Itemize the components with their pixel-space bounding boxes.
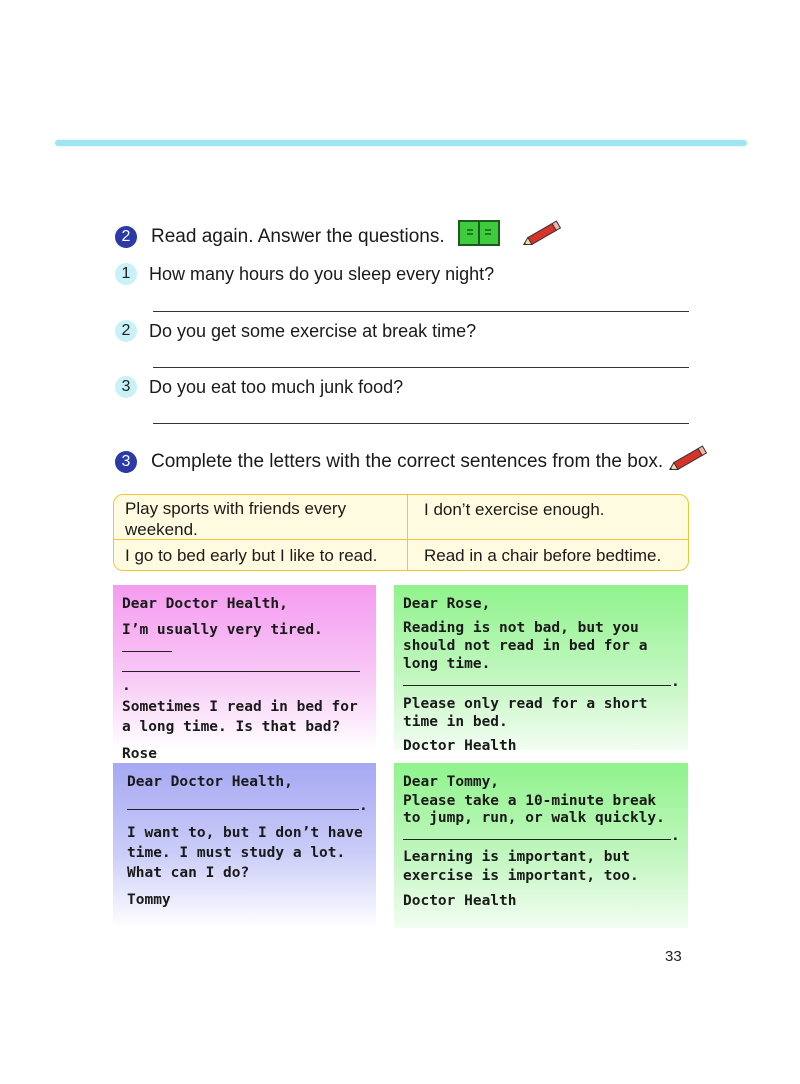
activity-2-instruction: Read again. Answer the questions.: [151, 226, 445, 247]
question-number: 1: [115, 263, 137, 285]
letter-rose: Dear Doctor Health, I’m usually very tired. . Sometimes I read in bed for a long time. Is that bad? Rose: [113, 585, 376, 750]
pencil-icon: [520, 219, 564, 249]
activity-2-header: [115, 226, 445, 248]
letter-text: Sometimes I read in bed for a long time. Is that bad?: [122, 699, 358, 735]
top-decorative-rule: [55, 140, 747, 146]
question-text: Do you get some exercise at break time?: [149, 320, 477, 341]
question-text: Do you eat too much junk food?: [149, 376, 404, 397]
letter-tommy: Dear Doctor Health, . I want to, but I don’t have time. I must study a lot. What can I do? Tommy: [113, 763, 376, 928]
activity-3-header: [115, 451, 663, 473]
book-icon: [458, 220, 500, 246]
letter-blank[interactable]: [403, 673, 671, 686]
question-3: [115, 376, 403, 398]
letter-text: Please take a 10-minute break to jump, run, or walk quickly.: [403, 793, 665, 826]
answer-line-1[interactable]: [153, 311, 689, 312]
letter-text: I’m usually very tired.: [122, 622, 323, 638]
sentence-option[interactable]: I go to bed early but I like to read.: [125, 546, 378, 565]
letter-signature: Tommy: [127, 892, 171, 908]
question-number: 2: [115, 320, 137, 342]
question-text: How many hours do you sleep every night?: [149, 263, 495, 284]
letter-text: Learning is important, but exercise is important, too.: [403, 849, 639, 884]
sentence-box: [113, 494, 689, 571]
pencil-icon: [666, 444, 710, 474]
letter-greeting: Dear Doctor Health,: [122, 596, 288, 612]
activity-3-number: 3: [115, 451, 137, 473]
answer-line-2[interactable]: [153, 367, 689, 368]
letter-text: Please only read for a short time in bed.: [403, 696, 648, 730]
question-number: 3: [115, 376, 137, 398]
sentence-option[interactable]: Read in a chair before bedtime.: [424, 546, 662, 565]
page-number: 33: [665, 948, 682, 965]
letter-greeting: Dear Tommy,: [403, 774, 500, 790]
question-2: [115, 320, 476, 342]
letter-greeting: Dear Rose,: [403, 596, 491, 612]
letter-blank[interactable]: [127, 797, 359, 810]
letter-signature: Rose: [122, 746, 157, 762]
letter-text: I want to, but I don’t have time. I must study a lot. What can I do?: [127, 825, 363, 881]
letter-blank[interactable]: [122, 639, 172, 652]
box-divider: [407, 495, 408, 570]
letter-blank[interactable]: [122, 659, 360, 672]
letter-signature: Doctor Health: [403, 738, 517, 754]
letter-signature: Doctor Health: [403, 893, 517, 909]
question-1: [115, 263, 494, 285]
letter-blank[interactable]: [403, 827, 671, 840]
letter-doctor-to-tommy: Dear Tommy, Please take a 10-minute break to jump, run, or walk quickly. . Learning is important, but exercise is important, too. Doctor Health: [394, 763, 688, 928]
answer-line-3[interactable]: [153, 423, 689, 424]
letter-doctor-to-rose: Dear Rose, Reading is not bad, but you should not read in bed for a long time. . Please only read for a short time in bed. Doctor Health: [394, 585, 688, 750]
letter-text: Reading is not bad, but you should not read in bed for a long time.: [403, 620, 648, 672]
activity-2-number: 2: [115, 226, 137, 248]
sentence-option[interactable]: Play sports with friends every weekend.: [125, 499, 347, 539]
letter-greeting: Dear Doctor Health,: [127, 774, 293, 790]
activity-3-instruction: Complete the letters with the correct sentences from the box.: [151, 451, 664, 472]
sentence-option[interactable]: I don’t exercise enough.: [424, 500, 605, 519]
